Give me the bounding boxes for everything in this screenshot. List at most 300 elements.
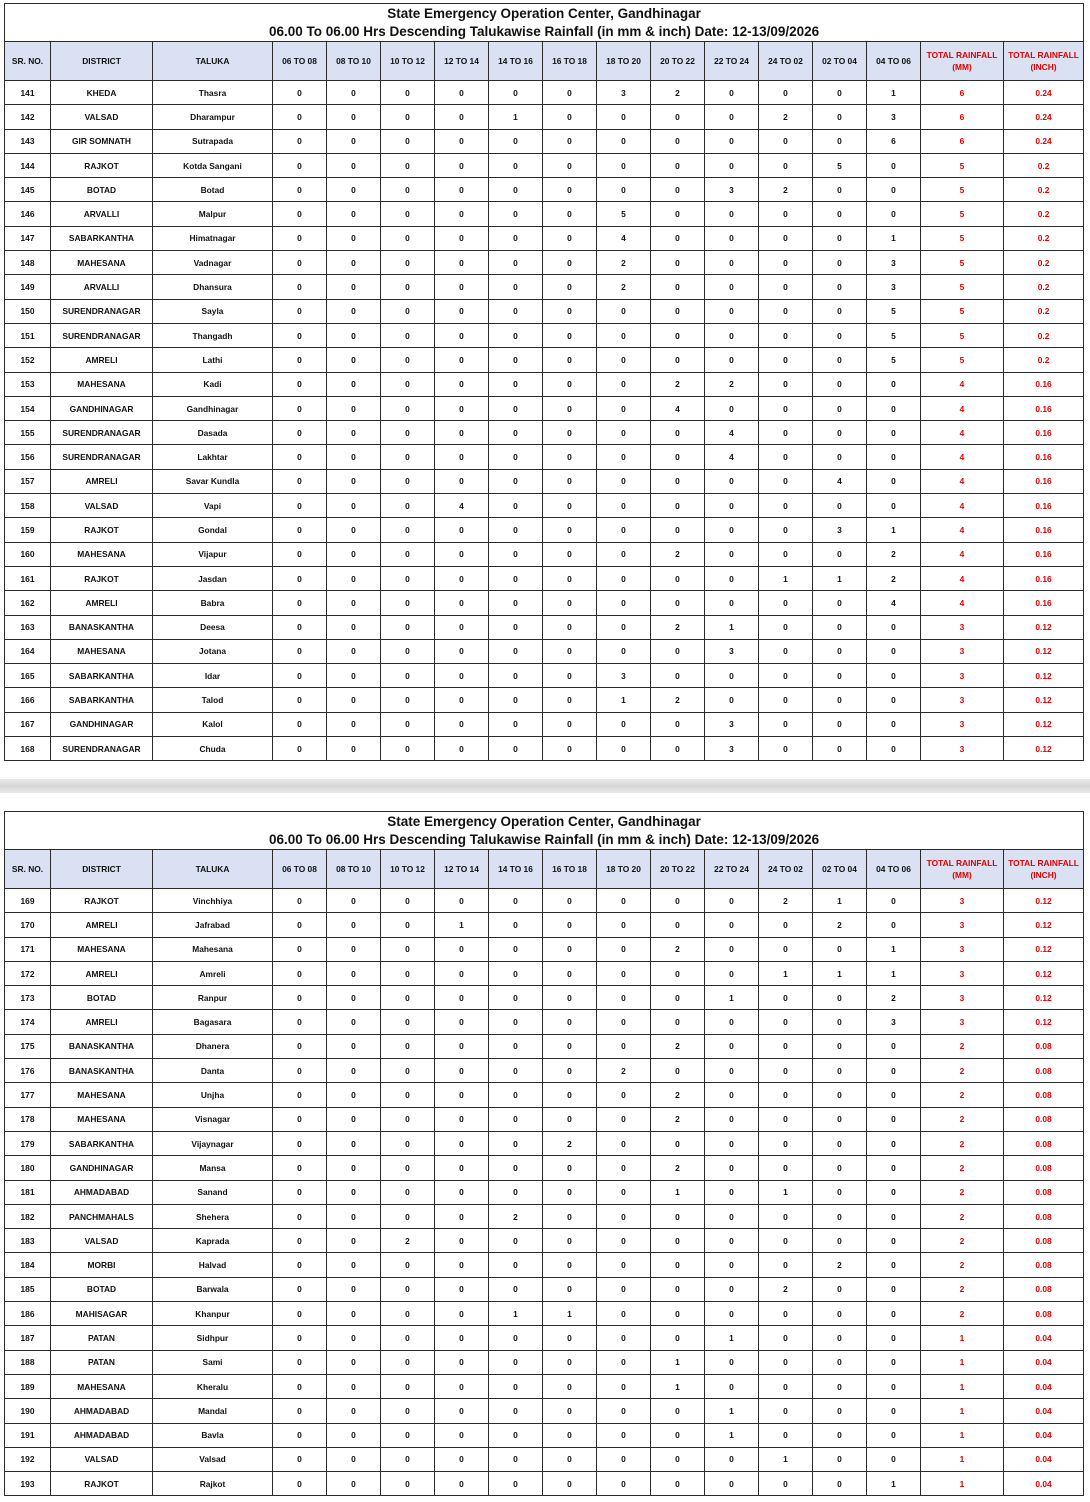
table-cell: 0 (759, 202, 813, 226)
table-body (5, 889, 1084, 1496)
table-cell: 0 (759, 937, 813, 961)
table-cell: 0 (435, 251, 489, 275)
table-cell: 0 (381, 591, 435, 615)
table-cell: 2 (597, 1059, 651, 1083)
table-cell: 0 (435, 178, 489, 202)
table-cell: 0 (327, 615, 381, 639)
table-cell: 0 (543, 396, 597, 420)
table-cell: 3 (705, 178, 759, 202)
table-cell: 0 (543, 1083, 597, 1107)
table-cell: 172 (5, 961, 51, 985)
table-cell: 0 (273, 105, 327, 129)
table-cell: 0 (327, 1180, 381, 1204)
table-cell: 0 (273, 323, 327, 347)
table-cell: 0 (273, 688, 327, 712)
table-cell: MAHESANA (51, 1107, 153, 1131)
table-cell: 2 (651, 688, 705, 712)
table-cell: 0 (435, 1472, 489, 1496)
table-cell: 0 (435, 1204, 489, 1228)
table-cell: SABARKANTHA (51, 664, 153, 688)
table-cell: 1 (921, 1447, 1004, 1471)
table-cell: Sanand (153, 1180, 273, 1204)
table-cell: 0 (381, 396, 435, 420)
table-cell: 0 (651, 1010, 705, 1034)
table-cell: 0 (813, 1083, 867, 1107)
table-cell: 0.04 (1004, 1423, 1084, 1447)
table-cell: 1 (435, 913, 489, 937)
table-cell: 0 (813, 1229, 867, 1253)
table-cell: 0 (543, 494, 597, 518)
table-cell: 2 (921, 1034, 1004, 1058)
table-cell: 0 (273, 1326, 327, 1350)
table-cell: 0 (435, 1326, 489, 1350)
table-cell: Vijaynagar (153, 1131, 273, 1155)
table-cell: 3 (867, 1010, 921, 1034)
table-cell: 0 (543, 299, 597, 323)
table-cell: 0 (489, 372, 543, 396)
table-row (5, 81, 1084, 105)
table-cell: 0 (327, 299, 381, 323)
table-cell: 0.12 (1004, 986, 1084, 1010)
table-row (5, 1204, 1084, 1228)
table-cell: 0 (867, 1156, 921, 1180)
table-cell: 0 (813, 1204, 867, 1228)
table-cell: 0 (651, 299, 705, 323)
table-cell: 0 (813, 202, 867, 226)
table-cell: 0 (435, 105, 489, 129)
table-cell: 2 (921, 1302, 1004, 1326)
table-cell: 0 (489, 615, 543, 639)
table-cell: 183 (5, 1229, 51, 1253)
table-cell: 0 (381, 518, 435, 542)
table-cell: 0 (597, 494, 651, 518)
table-cell: 0 (813, 1277, 867, 1301)
table-cell: Sidhpur (153, 1326, 273, 1350)
table-cell: 0.12 (1004, 913, 1084, 937)
table-cell: 0.12 (1004, 615, 1084, 639)
table-cell: 0 (597, 566, 651, 590)
table-cell: 0 (813, 1180, 867, 1204)
table-cell: 0 (651, 153, 705, 177)
table-cell: 0 (489, 1447, 543, 1471)
table-cell: BANASKANTHA (51, 1059, 153, 1083)
table-row (5, 1156, 1084, 1180)
table-cell: 0 (651, 202, 705, 226)
table-cell: Talod (153, 688, 273, 712)
table-cell: 0.16 (1004, 396, 1084, 420)
table-cell: 3 (921, 664, 1004, 688)
column-header: 20 TO 22 (651, 850, 705, 889)
table-row (5, 226, 1084, 250)
table-cell: 0.16 (1004, 542, 1084, 566)
table-cell: 0 (435, 81, 489, 105)
table-cell: 151 (5, 323, 51, 347)
table-cell: 0 (381, 1204, 435, 1228)
table-cell: 3 (867, 275, 921, 299)
table-cell: Ranpur (153, 986, 273, 1010)
table-cell: MAHESANA (51, 542, 153, 566)
table-cell: 5 (921, 153, 1004, 177)
table-cell: 0.12 (1004, 639, 1084, 663)
table-cell: 0 (705, 688, 759, 712)
table-cell: 0 (273, 913, 327, 937)
table-cell: 0 (651, 1302, 705, 1326)
table-cell: 0 (381, 299, 435, 323)
table-cell: 0.12 (1004, 712, 1084, 736)
table-cell: 0 (705, 1156, 759, 1180)
table-cell: MAHESANA (51, 1083, 153, 1107)
table-cell: BOTAD (51, 986, 153, 1010)
table-cell: Sami (153, 1350, 273, 1374)
table-cell: 0.16 (1004, 494, 1084, 518)
table-cell: 0 (381, 664, 435, 688)
table-cell: 0 (543, 688, 597, 712)
table-cell: 0 (543, 153, 597, 177)
table-cell: 0 (813, 1423, 867, 1447)
table-cell: 0 (813, 615, 867, 639)
table-cell: 0 (813, 299, 867, 323)
table-cell: 0 (759, 1010, 813, 1034)
table-cell: 0 (813, 129, 867, 153)
table-cell: 0 (543, 469, 597, 493)
column-header: TOTAL RAINFALL (INCH) (1004, 42, 1084, 81)
table-cell: Idar (153, 664, 273, 688)
table-cell: 0 (273, 178, 327, 202)
table-cell: 0.24 (1004, 129, 1084, 153)
table-cell: 0 (543, 1447, 597, 1471)
table-cell: Amreli (153, 961, 273, 985)
table-cell: 0 (273, 445, 327, 469)
table-cell: 4 (921, 494, 1004, 518)
table-cell: 0 (327, 178, 381, 202)
table-cell: 0 (489, 1083, 543, 1107)
table-cell: 0 (651, 518, 705, 542)
table-cell: Unjha (153, 1083, 273, 1107)
table-cell: 0 (489, 396, 543, 420)
table-cell: AMRELI (51, 469, 153, 493)
table-cell: 0.08 (1004, 1107, 1084, 1131)
table-cell: 0 (435, 1083, 489, 1107)
table-cell: 0 (759, 639, 813, 663)
table-cell: 0 (543, 1204, 597, 1228)
table-cell: 0 (705, 202, 759, 226)
table-cell: 181 (5, 1180, 51, 1204)
table-cell: 0 (381, 323, 435, 347)
table-cell: 3 (921, 712, 1004, 736)
table-cell: 0 (489, 178, 543, 202)
report-subtitle: 06.00 To 06.00 Hrs Descending Talukawise Rainfall (in mm & inch) Date: 12-13/09/2026 (5, 830, 1084, 850)
table-cell: 0 (597, 937, 651, 961)
table-cell: GANDHINAGAR (51, 1156, 153, 1180)
table-cell: 0 (759, 299, 813, 323)
table-cell: 0 (381, 1277, 435, 1301)
table-cell: 0 (543, 445, 597, 469)
table-cell: 0 (705, 518, 759, 542)
table-cell: 0.12 (1004, 737, 1084, 761)
table-cell: AHMADABAD (51, 1423, 153, 1447)
table-cell: 0 (651, 1253, 705, 1277)
table-cell: 0 (381, 1447, 435, 1471)
table-cell: 0.16 (1004, 469, 1084, 493)
table-cell: 0.2 (1004, 251, 1084, 275)
table-cell: 0 (327, 1326, 381, 1350)
table-cell: 0.04 (1004, 1326, 1084, 1350)
table-cell: 156 (5, 445, 51, 469)
table-cell: 0 (489, 1156, 543, 1180)
table-cell: 0 (435, 986, 489, 1010)
table-cell: 4 (921, 445, 1004, 469)
table-cell: 0 (705, 275, 759, 299)
column-header: DISTRICT (51, 42, 153, 81)
table-cell: 0.08 (1004, 1083, 1084, 1107)
table-cell: 5 (921, 226, 1004, 250)
table-cell: 0 (651, 129, 705, 153)
table-cell: 0 (759, 1472, 813, 1496)
table-cell: 0 (327, 1107, 381, 1131)
table-cell: 0.2 (1004, 178, 1084, 202)
table-cell: 0.2 (1004, 348, 1084, 372)
table-cell: 192 (5, 1447, 51, 1471)
table-cell: 0 (705, 469, 759, 493)
table-cell: 0 (543, 105, 597, 129)
table-cell: 0 (381, 129, 435, 153)
table-cell: SURENDRANAGAR (51, 299, 153, 323)
table-cell: Dhansura (153, 275, 273, 299)
table-cell: 0 (543, 421, 597, 445)
table-cell: 0 (381, 688, 435, 712)
table-cell: 4 (651, 396, 705, 420)
table-cell: 0 (381, 226, 435, 250)
table-cell: 0 (651, 226, 705, 250)
table-cell: 0 (327, 1010, 381, 1034)
table-row (5, 1010, 1084, 1034)
table-row (5, 396, 1084, 420)
table-cell: 0 (489, 1131, 543, 1155)
table-cell: 0 (759, 275, 813, 299)
table-cell: 0 (381, 1399, 435, 1423)
table-cell: 0 (759, 153, 813, 177)
table-cell: 0 (813, 1010, 867, 1034)
table-cell: Dasada (153, 421, 273, 445)
table-cell: 4 (921, 566, 1004, 590)
table-cell: 0 (435, 688, 489, 712)
table-cell: 0 (813, 1107, 867, 1131)
table-cell: 0 (597, 986, 651, 1010)
table-cell: 0 (759, 1156, 813, 1180)
table-cell: Halvad (153, 1253, 273, 1277)
table-cell: 0 (705, 251, 759, 275)
table-cell: 158 (5, 494, 51, 518)
table-row (5, 737, 1084, 761)
table-cell: 0 (327, 396, 381, 420)
table-cell: 1 (921, 1350, 1004, 1374)
table-cell: 0 (651, 1447, 705, 1471)
table-cell: 0 (435, 591, 489, 615)
table-cell: 0.12 (1004, 664, 1084, 688)
table-cell: 0 (489, 1059, 543, 1083)
table-cell: 2 (921, 1180, 1004, 1204)
table-cell: 0 (543, 129, 597, 153)
table-cell: 0 (489, 712, 543, 736)
table-cell: 0 (813, 937, 867, 961)
table-cell: 2 (705, 372, 759, 396)
table-cell: 0.16 (1004, 518, 1084, 542)
table-cell: 0 (597, 1180, 651, 1204)
table-cell: 0 (759, 518, 813, 542)
table-cell: 0 (273, 1156, 327, 1180)
table-cell: 193 (5, 1472, 51, 1496)
table-row (5, 1399, 1084, 1423)
table-cell: 0 (759, 986, 813, 1010)
table-cell: 0 (759, 421, 813, 445)
table-cell: 170 (5, 913, 51, 937)
table-cell: 0 (651, 469, 705, 493)
table-cell: 0 (327, 323, 381, 347)
table-cell: 0 (597, 1083, 651, 1107)
table-row (5, 889, 1084, 913)
table-cell: 0 (543, 348, 597, 372)
table-cell: 2 (867, 986, 921, 1010)
table-cell: 2 (651, 372, 705, 396)
table-row (5, 348, 1084, 372)
rainfall-table (4, 3, 1084, 761)
table-cell: Thangadh (153, 323, 273, 347)
table-row (5, 712, 1084, 736)
table-cell: 0 (759, 913, 813, 937)
table-cell: 1 (921, 1399, 1004, 1423)
table-cell: AMRELI (51, 348, 153, 372)
table-cell: 0 (759, 664, 813, 688)
table-cell: 155 (5, 421, 51, 445)
table-cell: 0 (759, 1350, 813, 1374)
table-cell: 0 (759, 251, 813, 275)
table-cell: 0 (543, 986, 597, 1010)
table-cell: 0 (489, 937, 543, 961)
table-cell: 0 (381, 251, 435, 275)
table-cell: 0 (651, 1423, 705, 1447)
table-row (5, 986, 1084, 1010)
table-cell: 0 (867, 639, 921, 663)
column-header: 24 TO 02 (759, 850, 813, 889)
table-cell: 0 (759, 615, 813, 639)
table-cell: 2 (651, 1083, 705, 1107)
column-header: 18 TO 20 (597, 42, 651, 81)
table-cell: 1 (921, 1374, 1004, 1398)
table-cell: 0 (489, 251, 543, 275)
table-cell: MAHESANA (51, 251, 153, 275)
table-cell: 178 (5, 1107, 51, 1131)
table-cell: 0 (435, 1399, 489, 1423)
table-cell: 0 (597, 323, 651, 347)
column-header: 08 TO 10 (327, 42, 381, 81)
table-cell: 2 (651, 542, 705, 566)
table-cell: 0 (813, 494, 867, 518)
table-cell: 1 (867, 518, 921, 542)
table-cell: 0 (813, 1059, 867, 1083)
table-cell: 5 (921, 202, 1004, 226)
table-cell: 0 (273, 1472, 327, 1496)
table-cell: 0 (867, 445, 921, 469)
table-cell: 0 (273, 1350, 327, 1374)
table-cell: 0 (651, 639, 705, 663)
table-cell: 0 (381, 1302, 435, 1326)
table-cell: 0 (435, 1374, 489, 1398)
table-cell: 3 (813, 518, 867, 542)
table-cell: 173 (5, 986, 51, 1010)
table-cell: 3 (921, 937, 1004, 961)
table-row (5, 251, 1084, 275)
table-cell: 0 (489, 323, 543, 347)
table-cell: 0 (867, 396, 921, 420)
table-cell: 0 (759, 1131, 813, 1155)
table-cell: 0 (867, 1180, 921, 1204)
table-cell: 0 (543, 737, 597, 761)
table-cell: 0 (489, 542, 543, 566)
table-cell: 0 (705, 299, 759, 323)
table-cell: Vinchhiya (153, 889, 273, 913)
table-row (5, 1229, 1084, 1253)
table-cell: 0 (327, 226, 381, 250)
table-cell: Vadnagar (153, 251, 273, 275)
table-row (5, 445, 1084, 469)
table-cell: 0 (543, 913, 597, 937)
table-cell: 2 (651, 1034, 705, 1058)
table-cell: 0 (651, 889, 705, 913)
table-cell: 0 (597, 1131, 651, 1155)
table-cell: 0 (597, 1156, 651, 1180)
table-cell: 0 (651, 251, 705, 275)
table-cell: 0 (543, 615, 597, 639)
table-cell: 1 (867, 937, 921, 961)
table-cell: 0 (273, 1107, 327, 1131)
table-cell: 0.2 (1004, 323, 1084, 347)
table-cell: 0 (381, 1423, 435, 1447)
table-cell: 0 (867, 202, 921, 226)
table-cell: 0 (651, 1326, 705, 1350)
table-cell: 0 (651, 913, 705, 937)
table-cell: 0 (489, 1034, 543, 1058)
table-cell: 2 (867, 566, 921, 590)
table-cell: 0 (813, 1034, 867, 1058)
table-cell: 0 (813, 1399, 867, 1423)
table-cell: 0 (327, 1350, 381, 1374)
table-cell: 0 (543, 566, 597, 590)
table-cell: Barwala (153, 1277, 273, 1301)
table-cell: 0 (597, 1447, 651, 1471)
table-cell: 0 (759, 226, 813, 250)
table-row (5, 937, 1084, 961)
table-cell: 0 (273, 1204, 327, 1228)
table-cell: 0.08 (1004, 1253, 1084, 1277)
table-cell: 0 (435, 664, 489, 688)
table-cell: 0 (435, 445, 489, 469)
table-cell: 0 (435, 1350, 489, 1374)
table-cell: 0.24 (1004, 81, 1084, 105)
table-cell: 0 (489, 591, 543, 615)
table-cell: 0 (381, 1156, 435, 1180)
table-cell: 0 (273, 1059, 327, 1083)
table-cell: 0 (381, 1010, 435, 1034)
table-cell: 0 (381, 1472, 435, 1496)
table-cell: 0 (597, 1350, 651, 1374)
table-cell: 0.2 (1004, 299, 1084, 323)
table-cell: 0 (435, 1131, 489, 1155)
table-cell: 2 (921, 1229, 1004, 1253)
table-cell: 1 (759, 1180, 813, 1204)
table-cell: 0 (381, 542, 435, 566)
table-cell: 0 (651, 591, 705, 615)
column-header: 10 TO 12 (381, 850, 435, 889)
